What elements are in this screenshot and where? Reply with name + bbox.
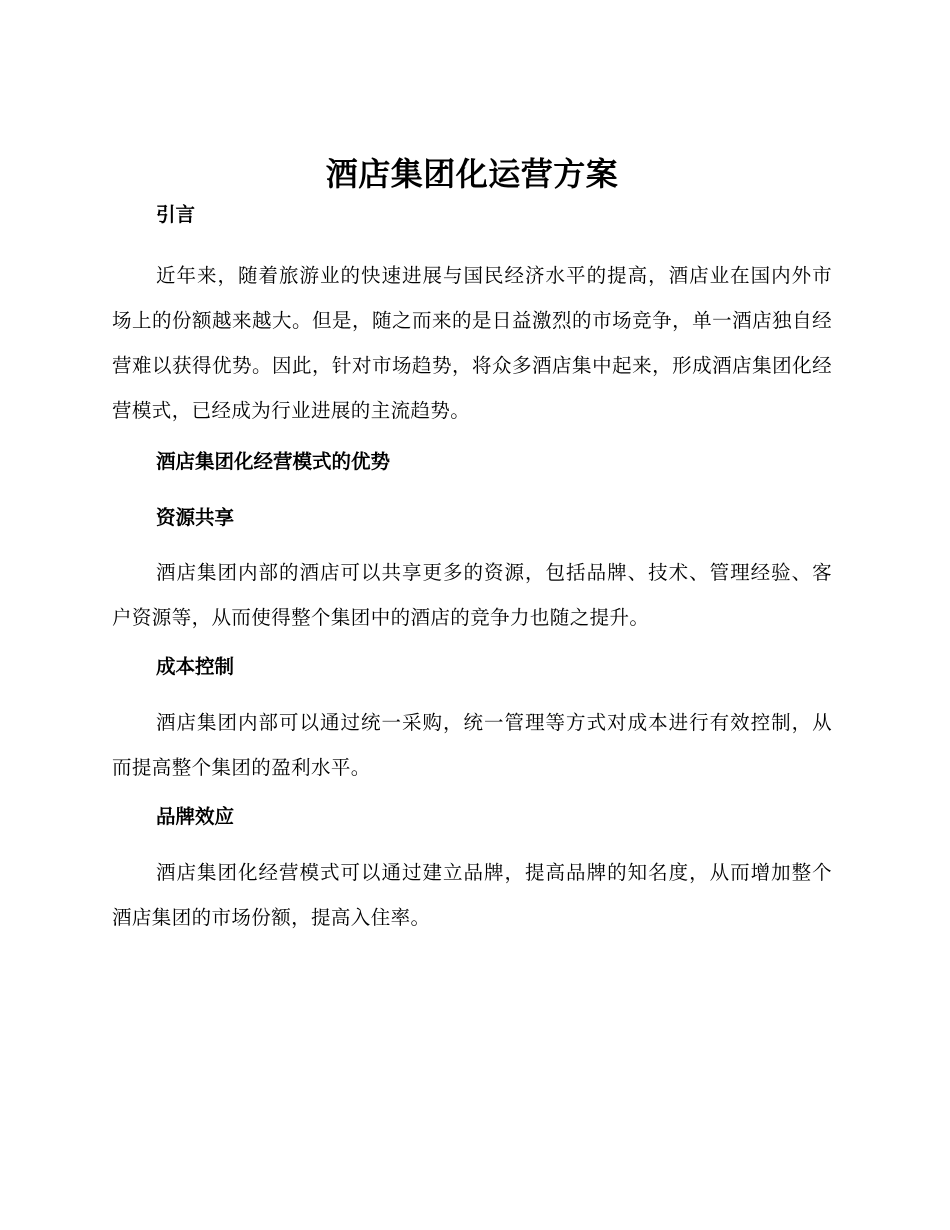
subheading-cost-control: 成本控制 [156, 655, 235, 678]
paragraph-resource-sharing: 酒店集团内部的酒店可以共享更多的资源，包括品牌、技术、管理经验、客户资源等，从而使得整个集团中的酒店的竞争力也随之提升。 [112, 561, 832, 629]
paragraph-intro: 近年来，随着旅游业的快速进展与国民经济水平的提高，酒店业在国内外市场上的份额越来越大。但是，随之而来的是日益激烈的市场竞争，单一酒店独自经营难以获得优势。因此，针对市场趋势，将众多酒店集中起来，形成酒店集团化经营模式，已经成为行业进展的主流趋势。 [112, 264, 832, 422]
subheading-resource-sharing: 资源共享 [156, 506, 235, 529]
document-body [112, 150, 832, 940]
section-heading-advantages: 酒店集团化经营模式的优势 [156, 450, 391, 473]
paragraph-cost-control: 酒店集团内部可以通过统一采购，统一管理等方式对成本进行有效控制，从而提高整个集团的盈利水平。 [112, 711, 832, 779]
section-heading-intro: 引言 [156, 203, 196, 226]
subheading-brand-effect: 品牌效应 [156, 805, 235, 828]
paragraph-brand-effect: 酒店集团化经营模式可以通过建立品牌，提高品牌的知名度，从而增加整个酒店集团的市场份额，提高入住率。 [112, 861, 832, 929]
document-title: 酒店集团化运营方案 [325, 155, 619, 193]
